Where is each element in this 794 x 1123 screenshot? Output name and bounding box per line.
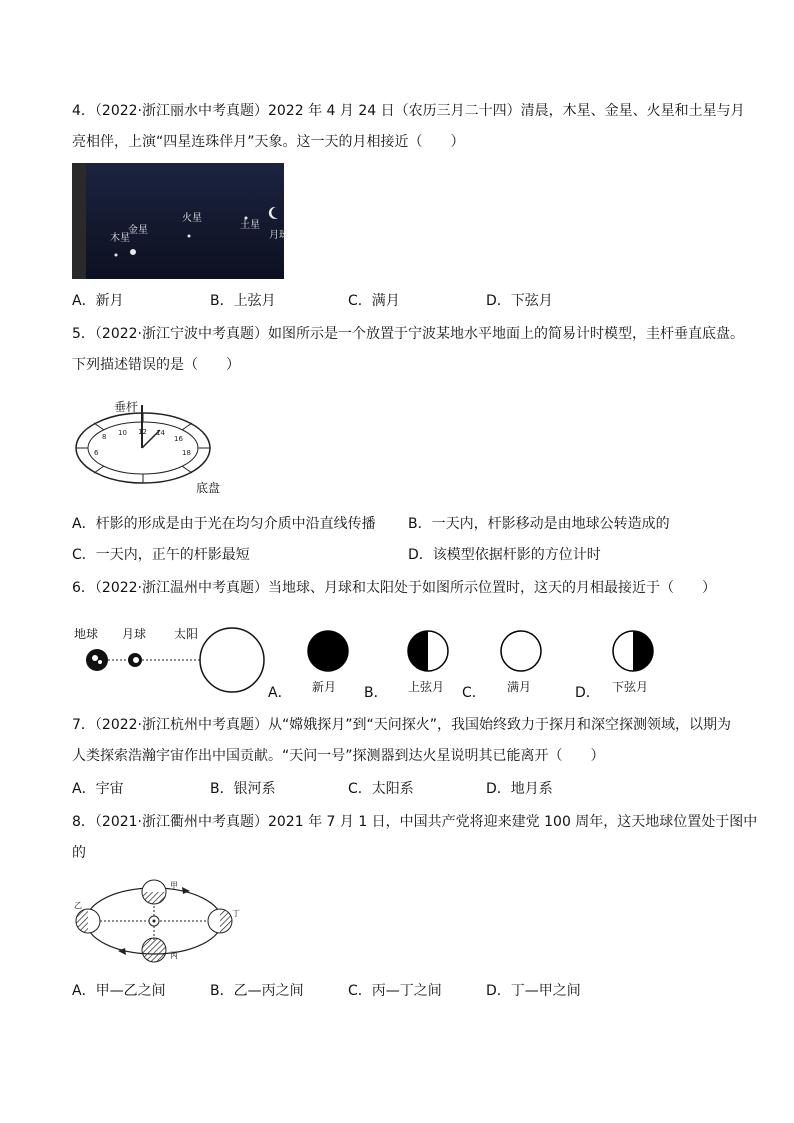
q5-sundial-figure <box>72 397 232 497</box>
q8-option-a[interactable]: A．甲—乙之间 <box>72 983 166 999</box>
jupiter-dot <box>115 254 118 257</box>
q8-option-c[interactable]: C．丙—丁之间 <box>348 983 442 999</box>
q5-stem-line1: 5．（2022·浙江宁波中考真题）如图所示是一个放置于宁波某地水平地面上的简易计时模型，圭杆垂直底盘。 <box>72 326 744 342</box>
q8-option-b[interactable]: B．乙—丙之间 <box>210 983 304 999</box>
first-quarter-moon-icon[interactable] <box>406 629 450 673</box>
q6-earth-moon-sun-figure <box>72 622 272 694</box>
q6-option-a-letter[interactable]: A． <box>268 685 292 701</box>
full-moon-icon[interactable] <box>499 629 543 673</box>
q4-stem-line1: 4．（2022·浙江丽水中考真题）2022 年 4 月 24 日（农历三月二十四）清晨，木星、金星、火星和土星与月 <box>72 103 745 119</box>
q8-stem-line1: 8．（2021·浙江衢州中考真题）2021 年 7 月 1 日，中国共产党将迎来建党 100 周年，这天地球位置处于图中 <box>72 814 758 830</box>
q6-option-d-caption: 下弦月 <box>612 680 649 694</box>
sun-icon <box>200 628 264 692</box>
sun-label: 太阳 <box>174 627 199 641</box>
tick-6: 6 <box>94 449 99 457</box>
bing-label: 丙 <box>170 951 178 960</box>
q6-option-c-caption: 满月 <box>507 680 532 694</box>
venus-label: 金星 <box>128 225 148 236</box>
q6-stem-line1: 6．（2022·浙江温州中考真题）当地球、月球和太阳处于如图所示位置时，这天的月相最接近于（ ） <box>72 580 716 596</box>
q5-option-b[interactable]: B．一天内，杆影移动是由地球公转造成的 <box>408 516 670 532</box>
q7-stem-line1: 7．（2022·浙江杭州中考真题）从“嫦娥探月”到“天问探火”，我国始终致力于探月和深空探测领域，以期为 <box>72 717 731 733</box>
q7-option-d[interactable]: D．地月系 <box>486 781 553 797</box>
q4-option-d[interactable]: D．下弦月 <box>486 293 553 309</box>
q8-earth-orbit-figure <box>72 876 242 972</box>
tick-10: 10 <box>118 429 127 437</box>
q6-option-c-letter[interactable]: C． <box>462 685 486 701</box>
tick-12: 12 <box>138 428 147 436</box>
tick-16: 16 <box>174 435 183 443</box>
q8-option-d[interactable]: D．丁—甲之间 <box>486 983 581 999</box>
q5-stem-line2: 下列描述错误的是（ ） <box>72 357 240 373</box>
q4-option-c[interactable]: C．满月 <box>348 293 400 309</box>
tick-14: 14 <box>156 429 165 437</box>
q6-option-d-letter[interactable]: D． <box>575 685 600 701</box>
q8-stem-line2: 的 <box>72 845 86 861</box>
q7-option-a[interactable]: A．宇宙 <box>72 781 124 797</box>
mars-dot <box>188 235 191 238</box>
earth-bing-icon <box>142 938 166 962</box>
yi-label: 乙 <box>74 901 82 910</box>
pole-label: 垂杆 <box>114 400 139 414</box>
tick-8: 8 <box>102 433 107 441</box>
q5-option-d[interactable]: D．该模型依据杆影的方位计时 <box>408 547 601 563</box>
last-quarter-moon-icon[interactable] <box>611 629 655 673</box>
q4-option-b[interactable]: B．上弦月 <box>210 293 276 309</box>
q4-night-sky-figure <box>72 163 289 279</box>
jia-label: 甲 <box>170 881 178 890</box>
q7-stem-line2: 人类探索浩瀚宇宙作出中国贡献。“天问一号”探测器到达火星说明其已能离开（ ） <box>72 748 605 764</box>
q7-option-c[interactable]: C．太阳系 <box>348 781 414 797</box>
q7-option-b[interactable]: B．银河系 <box>210 781 276 797</box>
earth-label: 地球 <box>74 627 99 641</box>
q5-option-a[interactable]: A．杆影的形成是由于光在均匀介质中沿直线传播 <box>72 516 376 532</box>
ding-label: 丁 <box>232 909 240 918</box>
moon-label: 月球 <box>269 230 289 241</box>
jupiter-label: 木星 <box>110 233 130 244</box>
saturn-dot <box>245 217 248 220</box>
base-label: 底盘 <box>196 481 221 495</box>
q6-option-b-letter[interactable]: B． <box>364 685 388 701</box>
q6-option-b-caption: 上弦月 <box>408 680 445 694</box>
q4-stem-line2: 亮相伴，上演“四星连珠伴月”天象。这一天的月相接近（ ） <box>72 134 465 150</box>
saturn-label: 土星 <box>240 220 260 231</box>
q4-option-a[interactable]: A．新月 <box>72 293 124 309</box>
venus-dot <box>130 249 136 255</box>
q6-option-a-caption: 新月 <box>312 680 337 694</box>
mars-label: 火星 <box>182 213 202 224</box>
q5-option-c[interactable]: C．一天内，正午的杆影最短 <box>72 547 250 563</box>
new-moon-icon[interactable] <box>306 629 350 673</box>
tick-18: 18 <box>182 449 191 457</box>
moon-label-q6: 月球 <box>122 627 147 641</box>
